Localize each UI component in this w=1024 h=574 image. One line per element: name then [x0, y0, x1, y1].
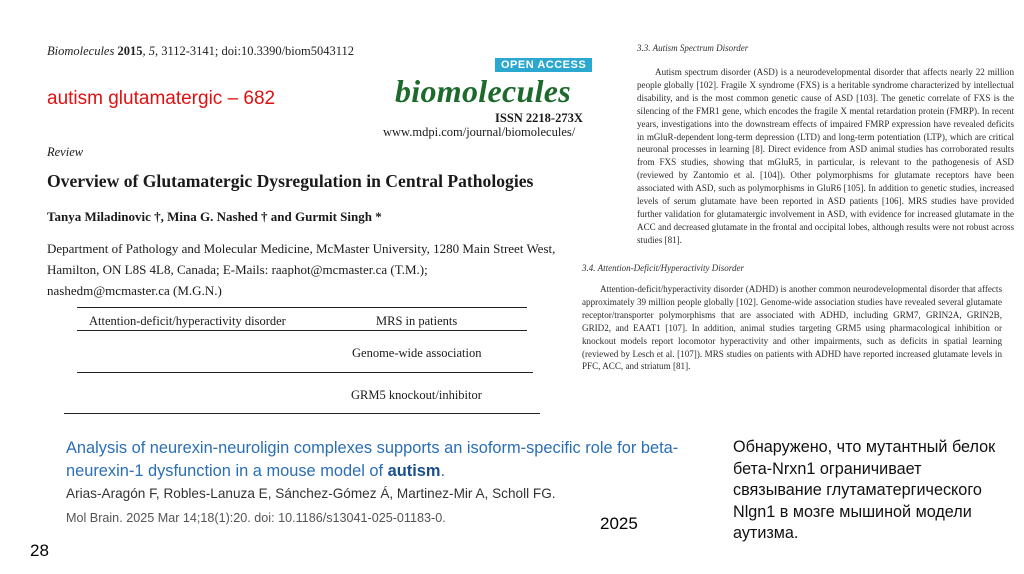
pubmed-title-text: Analysis of neurexin-neuroligin complexes supports an isoform-specific role for beta-neurexin-1 dysfunction in a mouse model of: [66, 439, 679, 480]
citation-year: 2015: [117, 44, 143, 58]
russian-summary-note: Обнаружено, что мутантный белок бета-Nrxn1 ограничивает связывание глутаматергического Nlgn1 в мозге мышиной модели аутизма.: [733, 438, 996, 542]
open-access-badge: OPEN ACCESS: [495, 58, 592, 72]
affiliation-line: Hamilton, ON L8S 4L8, Canada; E-Mails: raaphot@mcmaster.ca (T.M.);: [47, 262, 428, 277]
table-cell: Genome-wide association: [352, 346, 482, 360]
paper-affiliation: [47, 238, 567, 301]
citation-rest: , 3112-3141; doi:10.3390/biom5043112: [154, 44, 355, 58]
pubmed-journal: Mol Brain. 2025 Mar 14;18(1):20. doi: 10.1186/s13041-025-01183-0.: [66, 511, 446, 525]
citation-journal: Biomolecules: [47, 44, 115, 58]
affiliation-line: nashedm@mcmaster.ca (M.G.N.): [47, 283, 222, 298]
paper-title: Overview of Glutamatergic Dysregulation in Central Pathologies: [47, 171, 534, 191]
journal-url: www.mdpi.com/journal/biomolecules/: [383, 125, 576, 139]
pubmed-title-end: .: [440, 462, 446, 480]
section-heading-asd: 3.3. Autism Spectrum Disorder: [637, 43, 749, 53]
table-header-rule: [77, 330, 527, 331]
paper-authors: Tanya Miladinovic †, Mina G. Nashed † and Gurmit Singh *: [47, 209, 382, 224]
article-type-label: Review: [47, 145, 84, 159]
paper-citation: Biomolecules 2015, 5, 3112-3141; doi:10.3390/biom5043112: [47, 44, 355, 58]
paragraph-adhd: Attention-deficit/hyperactivity disorder (ADHD) is another common neurodevelopmental disorder that affects approximately 39 million people globally [102]. Genome-wide association studies have revealed several glutamate receptor/transporter polymorphisms that are associated with ADHD, including GRM7, GRIN2A, GRIN2B, GRID2, and EAAT1 [107]. In addition, animal studies targeting GRM5 using pharmacological inhibition or knockout models report locomotor hyperactivity and other impairments, such as deficits in spatial learning (reviewed by Lesch et al. [107]). MRS studies on patients with ADHD have reported increased glutamate levels in PFC, ACC, and striatum [81].: [582, 284, 1002, 372]
pubmed-article-title[interactable]: [66, 437, 706, 483]
table-header-right: MRS in patients: [376, 314, 458, 328]
affiliation-line: Department of Pathology and Molecular Medicine, McMaster University, 1280 Main Street West,: [47, 241, 556, 256]
paragraph-asd: Autism spectrum disorder (ASD) is a neurodevelopmental disorder that affects nearly 22 million people globally [102]. Fragile X syndrome (FXS) is a heritable syndrome characterized by intellectual disability, and is the most common genetic cause of ASD [103]. The genetic correlate of FXS is the silencing of the FMR1 gene, which encodes the fragile X mental retardation protein (FMRP). In recent years, investigations into the downstream effects of impaired FMRP expression have revealed deficits in mGluR-dependent long-term depression (LTD) and long-term potentiation (LTP), which are critical neuronal processes in learning [8]. Direct evidence from ASD animal studies has corroborated results from FXS studies, showing that mGluR5, in particular, is relevant to the pathogenesis of ASD (reviewed by Zantomio et al. [104]). Other polymorphisms for glutamate receptors have been associated with ASD, such as polymorphisms in GluR6 [105]. In addition to genetic studies, increased levels of serum glutamate have been reported in ASD patients [106]. MRS studies have provided further validation for glutamatergic involvement in ASD, with evidence for increased glutamate in the ACC and decreased glutamate in the frontal and occipital lobes, although results were not robust across studies [81].: [637, 67, 1014, 245]
table-bottom-rule: [64, 413, 540, 414]
pubmed-authors: Arias-Aragón F, Robles-Lanuza E, Sánchez-Gómez Á, Martinez-Mir A, Scholl FG.: [66, 486, 556, 501]
table-row-rule: [77, 372, 533, 373]
pubmed-title-highlight: autism: [387, 462, 441, 480]
table-header-left: Attention-deficit/hyperactivity disorder: [89, 314, 286, 328]
slide-page-number: 28: [30, 541, 49, 560]
year-label: 2025: [600, 514, 638, 533]
journal-logo: biomolecules: [395, 73, 572, 109]
journal-issn: ISSN 2218-273X: [495, 111, 583, 125]
table-top-rule: [77, 307, 527, 308]
section-heading-adhd: 3.4. Attention-Deficit/Hyperactivity Disorder: [582, 263, 744, 273]
red-keyword-note: autism glutamatergic – 682: [47, 88, 276, 109]
table-cell: GRM5 knockout/inhibitor: [351, 388, 482, 402]
citation-volume: 5: [148, 44, 155, 58]
